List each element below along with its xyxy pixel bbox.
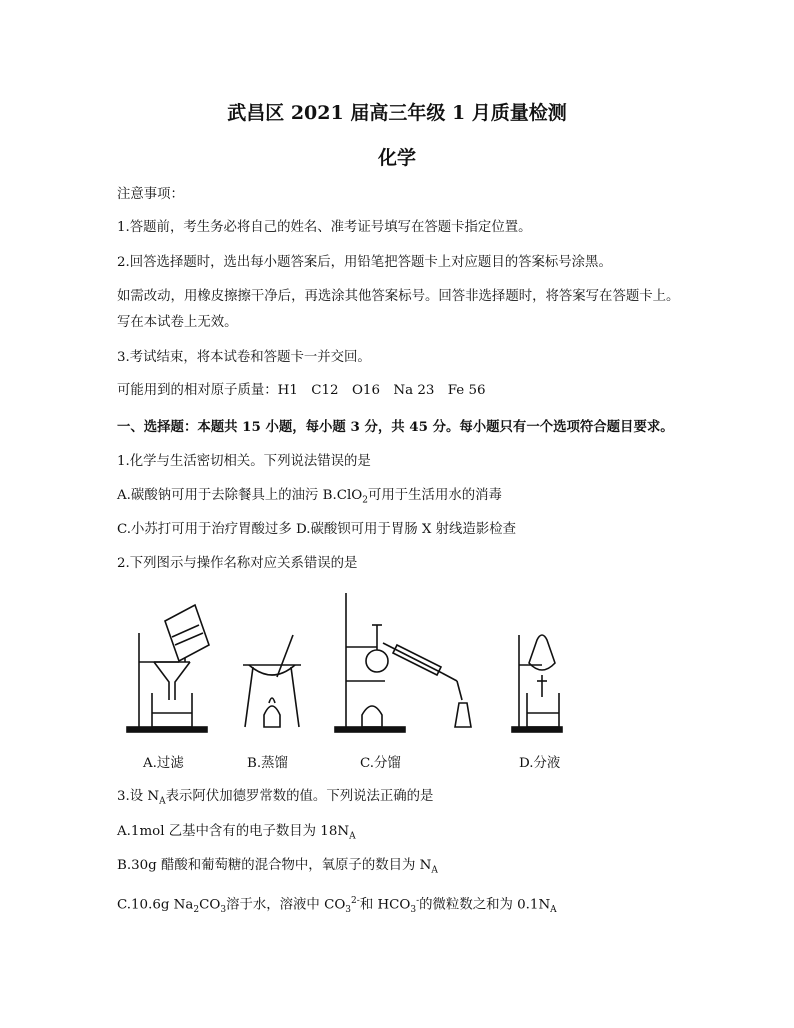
option-b-label: B.蒸馏: [247, 756, 288, 771]
note-1: 1.答题前，考生务必将自己的姓名、准考证号填写在答题卡指定位置。: [117, 220, 532, 235]
section-heading: 一、选择题：本题共 15 小题，每小题 3 分，共 45 分。每小题只有一个选项符合题目要求。: [117, 419, 674, 435]
distillation-apparatus-icon: [335, 593, 471, 732]
separatory-funnel-icon: [512, 635, 562, 732]
q3-b-sub: A: [431, 865, 438, 876]
q3-c-s5: A: [550, 905, 557, 916]
option-c-label: C.分馏: [360, 756, 401, 771]
q3-c-4: 和 HCO: [359, 897, 411, 913]
q3-option-b: [117, 857, 438, 880]
q1-stem: 1.化学与生活密切相关。下列说法错误的是: [117, 454, 371, 469]
note-2-continued: 如需改动，用橡皮擦擦干净后，再选涂其他答案标号。回答非选择题时，将答案写在答题卡上。: [117, 289, 680, 304]
atomic-masses: 可能用到的相对原子质量：H1 C12 O16 Na 23 Fe 56: [117, 383, 486, 398]
q3-stem-sub: A: [159, 796, 166, 807]
q3-c-2: CO: [199, 897, 221, 913]
q1-sub: 2: [362, 495, 368, 506]
q1-options-ab: [117, 487, 502, 510]
evaporation-apparatus-icon: [243, 635, 301, 727]
exam-title: 武昌区 2021 届高三年级 1 月质量检测: [227, 102, 567, 124]
q3-c-3: 溶于水，溶液中 CO: [226, 897, 346, 913]
q3-option-a: [117, 823, 356, 846]
q3-a-text: A.1mol 乙基中含有的电子数目为 18N: [117, 824, 350, 839]
option-a-label: A.过滤: [143, 756, 184, 771]
q3-c-s1: 2: [193, 905, 200, 916]
q3-stem: [117, 788, 433, 811]
q2-stem: 2.下列图示与操作名称对应关系错误的是: [117, 556, 358, 571]
q3-option-c: [117, 892, 557, 919]
q3-c-1: C.10.6g Na: [117, 897, 194, 913]
note-2: 2.回答选择题时，选出每小题答案后，用铅笔把答题卡上对应题目的答案标号涂黑。: [117, 255, 612, 270]
note-3: 3.考试结束，将本试卷和答题卡一并交回。: [117, 350, 371, 365]
q3-stem-b: 表示阿伏加德罗常数的值。下列说法正确的是: [165, 789, 434, 804]
q3-c-s3: 3: [345, 905, 352, 916]
q1-options-cd: C.小苏打可用于治疗胃酸过多 D.碳酸钡可用于胃肠 X 射线造影检查: [117, 522, 516, 537]
q1-option-b-text: 可用于生活用水的消毒: [368, 488, 502, 503]
q3-c-s4: 3: [410, 905, 417, 916]
q3-stem-a: 3.设 N: [117, 789, 160, 804]
option-d-label: D.分液: [519, 756, 561, 771]
subject-title: 化学: [377, 147, 416, 169]
notes-heading: 注意事项：: [117, 187, 184, 202]
apparatus-figure: [117, 585, 587, 735]
q3-c-p4: -: [416, 896, 420, 906]
note-2-end: 写在本试卷上无效。: [117, 315, 238, 330]
q3-a-sub: A: [349, 831, 356, 842]
filtration-apparatus-icon: [127, 605, 209, 732]
q3-c-5: 的微粒数之和为 0.1N: [419, 897, 551, 913]
q3-b-text: B.30g 醋酸和葡萄糖的混合物中，氧原子的数目为 N: [117, 858, 432, 873]
q3-c-p3: 2-: [351, 896, 360, 906]
q3-c-s2: 3: [220, 905, 227, 916]
q1-option-a-text: A.碳酸钠可用于去除餐具上的油污 B.ClO: [117, 488, 363, 503]
